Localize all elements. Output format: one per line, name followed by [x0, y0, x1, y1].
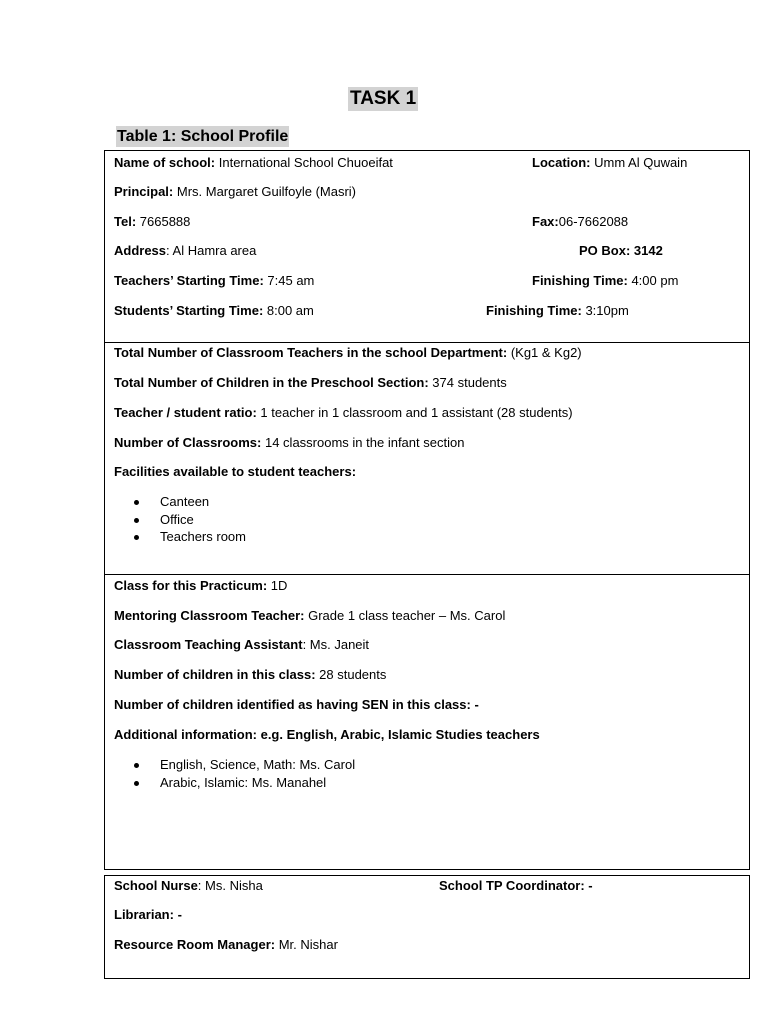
principal-value: Mrs. Margaret Guilfoyle (Masri)	[173, 184, 356, 199]
fax-value: 06-7662088	[558, 214, 629, 229]
sen-row	[114, 696, 479, 714]
school-name-label: Name of school:	[114, 155, 216, 170]
classrooms-label: Number of Classrooms:	[114, 435, 262, 450]
school-name-row	[114, 154, 393, 172]
list-item: Teachers room	[131, 528, 246, 546]
preschool-children-label: Total Number of Children in the Preschool Section:	[114, 375, 429, 390]
tel-label: Tel:	[114, 214, 137, 229]
librarian-row	[114, 906, 182, 924]
fax-label: Fax:	[532, 214, 559, 229]
location-row	[532, 154, 687, 172]
librarian-label: Librarian: -	[114, 907, 182, 922]
fax-row	[532, 213, 628, 231]
ratio-row	[114, 404, 573, 422]
preschool-children-row	[114, 374, 507, 392]
facilities-list	[131, 493, 246, 546]
tel-row	[114, 213, 190, 231]
classroom-teachers-value: (Kg1 & Kg2)	[507, 345, 582, 360]
mentor-value: Grade 1 class teacher – Ms. Carol	[304, 608, 506, 623]
teachers-start-row	[114, 272, 314, 290]
ratio-value: 1 teacher in 1 classroom and 1 assistant (28 students)	[256, 405, 573, 420]
school-name-value: International School Chuoeifat	[215, 155, 393, 170]
address-label: Address	[114, 243, 167, 258]
assistant-value: : Ms. Janeit	[302, 637, 370, 652]
students-start-label: Students’ Starting Time:	[114, 303, 264, 318]
nurse-row	[114, 877, 263, 895]
classroom-teachers-label: Total Number of Classroom Teachers in the school Department:	[114, 345, 508, 360]
class-label: Class for this Practicum:	[114, 578, 268, 593]
sen-label: Number of children identified as having SEN in this class: -	[114, 697, 479, 712]
teachers-start-value: 7:45 am	[263, 273, 315, 288]
teachers-start-label: Teachers’ Starting Time:	[114, 273, 264, 288]
assistant-row	[114, 636, 369, 654]
classrooms-value: 14 classrooms in the infant section	[261, 435, 465, 450]
nurse-label: School Nurse	[114, 878, 198, 893]
location-label: Location:	[532, 155, 591, 170]
pobox-label: PO Box: 3142	[579, 243, 663, 258]
students-finish-row	[486, 302, 629, 320]
task-title: TASK 1	[350, 88, 417, 109]
students-start-row	[114, 302, 314, 320]
class-children-label: Number of children in this class:	[114, 667, 316, 682]
principal-label: Principal:	[114, 184, 174, 199]
address-row	[114, 242, 256, 260]
tp-coordinator-label: School TP Coordinator: -	[439, 878, 593, 893]
students-start-value: 8:00 am	[263, 303, 314, 318]
assistant-label: Classroom Teaching Assistant	[114, 637, 303, 652]
students-finish-label: Finishing Time:	[486, 303, 582, 318]
pobox-row	[579, 242, 663, 260]
ratio-label: Teacher / student ratio:	[114, 405, 257, 420]
mentor-label: Mentoring Classroom Teacher:	[114, 608, 305, 623]
class-value: 1D	[267, 578, 288, 593]
classrooms-row	[114, 434, 464, 452]
mentor-row	[114, 607, 505, 625]
address-value: : Al Hamra area	[166, 243, 257, 258]
preschool-children-value: 374 students	[428, 375, 507, 390]
tp-coordinator-row	[439, 877, 593, 895]
list-item: Arabic, Islamic: Ms. Manahel	[131, 774, 355, 792]
location-value: Umm Al Quwain	[590, 155, 688, 170]
nurse-value: : Ms. Nisha	[197, 878, 263, 893]
facilities-row	[114, 463, 356, 481]
resource-room-label: Resource Room Manager:	[114, 937, 276, 952]
facilities-label: Facilities available to student teachers:	[114, 464, 357, 479]
tel-value: 7665888	[136, 214, 191, 229]
class-row	[114, 577, 287, 595]
resource-room-value: Mr. Nishar	[275, 937, 338, 952]
list-item: Canteen	[131, 493, 246, 511]
classroom-teachers-row	[114, 344, 582, 362]
teachers-finish-row	[532, 272, 678, 290]
class-children-row	[114, 666, 386, 684]
students-finish-value: 3:10pm	[581, 303, 629, 318]
principal-row	[114, 183, 356, 201]
resource-room-row	[114, 936, 338, 954]
class-children-value: 28 students	[315, 667, 387, 682]
teachers-finish-label: Finishing Time:	[532, 273, 628, 288]
table-title: Table 1: School Profile	[117, 128, 289, 145]
additional-info-label: Additional information: e.g. English, Arabic, Islamic Studies teachers	[114, 727, 540, 742]
additional-info-row	[114, 726, 540, 744]
teachers-list	[131, 756, 355, 791]
list-item: English, Science, Math: Ms. Carol	[131, 756, 355, 774]
list-item: Office	[131, 511, 246, 529]
teachers-finish-value: 4:00 pm	[627, 273, 679, 288]
